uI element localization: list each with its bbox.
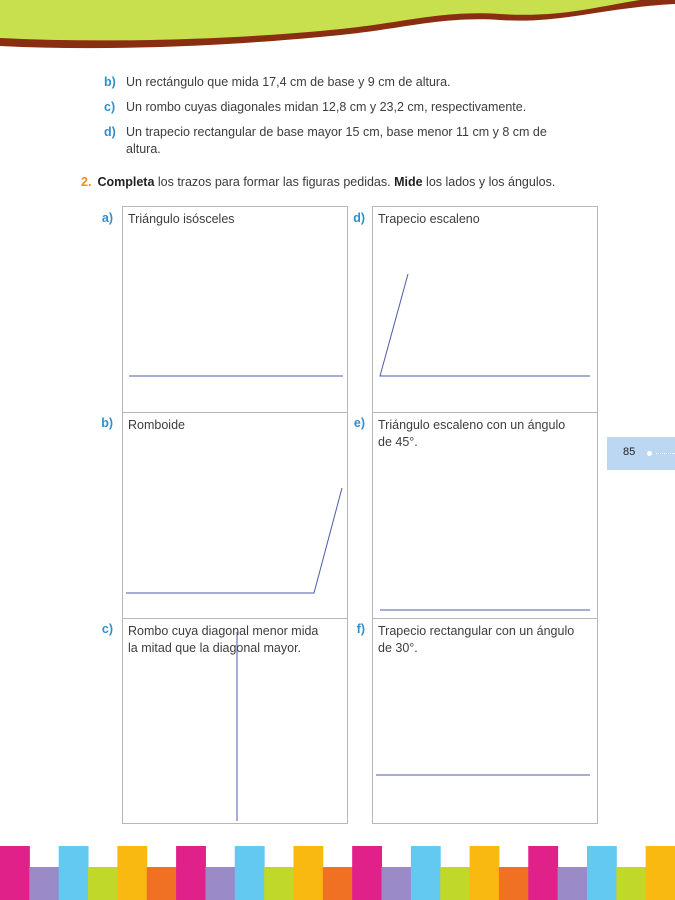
item-text: Un trapecio rectangular de base mayor 15 cm, base menor 11 cm y 8 cm de (126, 125, 547, 139)
footer-stripe (646, 846, 675, 900)
page-dotted-rule (656, 453, 675, 454)
figure-letter-b: b) (101, 416, 113, 430)
footer-stripe (411, 846, 441, 900)
figure-title-line2: de 30°. (378, 641, 418, 655)
figure-letter-e: e) (353, 416, 365, 430)
figure-letter-c: c) (101, 622, 113, 636)
exercise-2-instruction (81, 174, 555, 191)
figure-title-line1: Rombo cuya diagonal menor mida (128, 624, 319, 638)
figure-cell-e (372, 412, 598, 619)
footer-stripe (59, 846, 89, 900)
instruction-middle: los trazos para formar las figuras pedidas. (154, 175, 395, 189)
verb-mide: Mide (394, 175, 423, 189)
figure-title-line1: Triángulo escaleno con un ángulo (378, 418, 566, 432)
list-item-b (104, 74, 574, 91)
footer-stripe (205, 867, 235, 900)
footer-stripe (323, 867, 353, 900)
figure-cell-f (372, 618, 598, 824)
figure-letter-f: f) (356, 622, 365, 636)
footer-stripe (147, 867, 177, 900)
figure-title: Romboide (128, 418, 185, 432)
footer-stripe (293, 846, 323, 900)
footer-stripe (117, 846, 147, 900)
footer-stripe (235, 846, 265, 900)
footer-stripe (558, 867, 588, 900)
footer-stripe (176, 846, 206, 900)
item-label: b) (104, 75, 116, 89)
figure-title-line2: la mitad que la diagonal mayor. (128, 641, 302, 655)
figure-title (128, 623, 318, 657)
figure-title-line1: Trapecio rectangular con un ángulo (378, 624, 575, 638)
footer-stripe (0, 846, 30, 900)
figure-letter-a: a) (101, 211, 113, 225)
figure-cell-d (372, 206, 598, 413)
figure-title (378, 623, 574, 657)
figure-letter-d: d) (353, 211, 365, 225)
footer-stripe (382, 867, 412, 900)
footer-stripe (470, 846, 500, 900)
item-text: Un rectángulo que mida 17,4 cm de base y 9 cm de altura. (126, 75, 451, 89)
footer-stripes (0, 846, 675, 900)
exercise-number: 2. (81, 175, 92, 189)
item-text: altura. (126, 142, 161, 156)
footer-stripe (88, 867, 118, 900)
list-item-c (104, 99, 574, 116)
item-label: c) (104, 100, 116, 114)
page-number: 85 (623, 446, 636, 458)
footer-stripe (587, 846, 617, 900)
page-dot-icon (647, 451, 652, 456)
item-label: d) (104, 125, 116, 139)
footer-stripe (440, 867, 470, 900)
figure-cell-a (122, 206, 348, 413)
verb-completa: Completa (97, 175, 155, 189)
figure-cell-b (122, 412, 348, 619)
footer-stripe (499, 867, 529, 900)
figure-title: Trapecio escaleno (378, 212, 480, 226)
footer-stripe (352, 846, 382, 900)
list-item-d-cont (104, 141, 574, 158)
page-number-tab (607, 437, 675, 470)
figure-title-line2: de 45°. (378, 435, 418, 449)
instruction-end: los lados y los ángulos. (422, 175, 556, 189)
footer-stripe (264, 867, 294, 900)
item-text: Un rombo cuyas diagonales midan 12,8 cm y 23,2 cm, respectivamente. (126, 100, 527, 114)
footer-stripe (29, 867, 59, 900)
figure-cell-c (122, 618, 348, 824)
footer-stripe (616, 867, 646, 900)
footer-stripe (528, 846, 558, 900)
list-item-d (104, 124, 584, 141)
figure-title (378, 417, 565, 451)
top-banner (0, 0, 675, 60)
figure-title: Triángulo isósceles (128, 212, 235, 226)
